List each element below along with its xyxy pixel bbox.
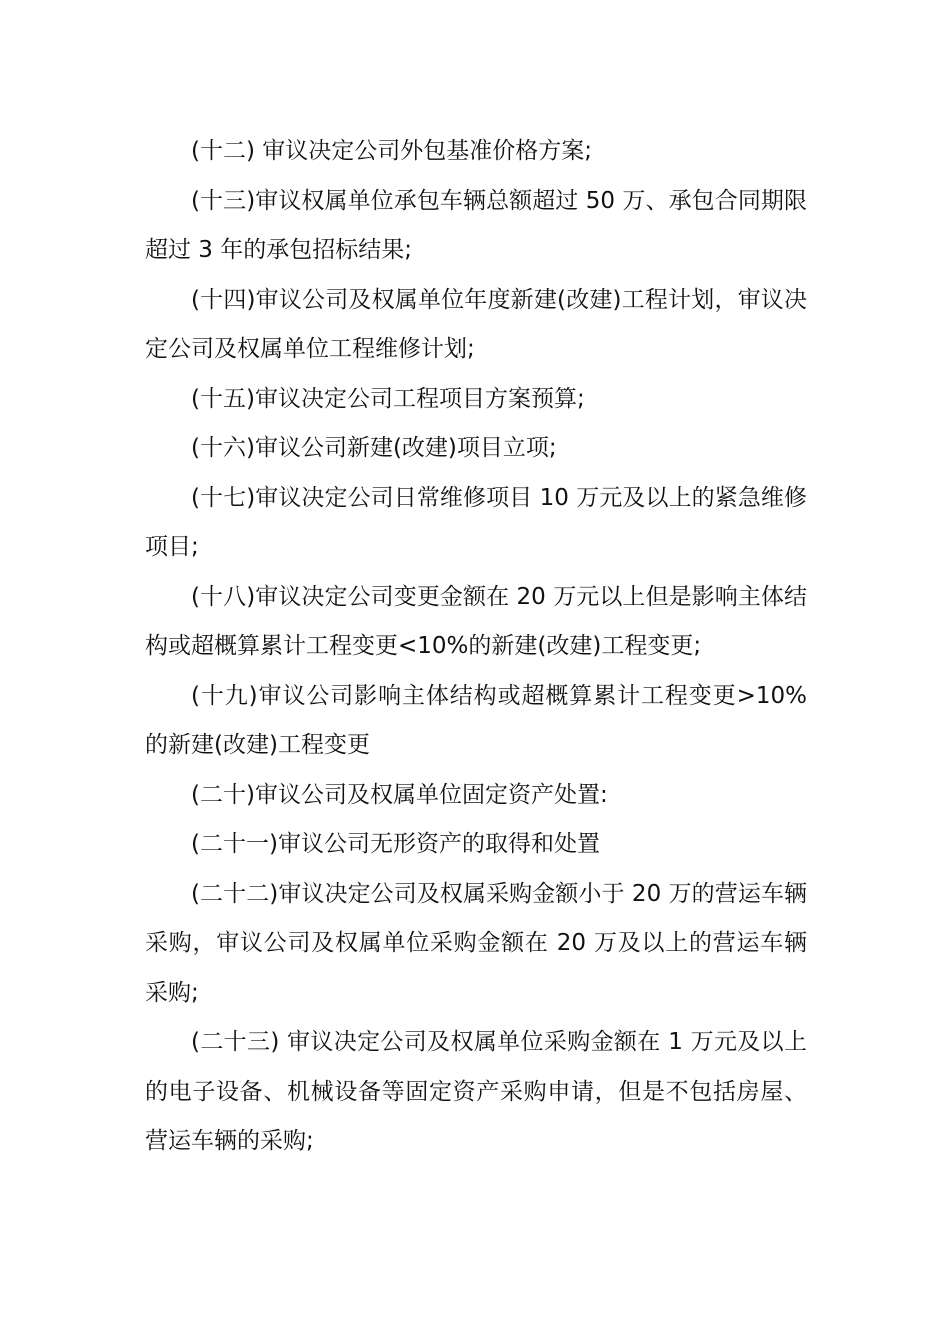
paragraph-item-19: (十九)审议公司影响主体结构或超概算累计工程变更>10%的新建(改建)工程变更 (145, 682, 807, 758)
paragraph-item-20: (二十)审议公司及权属单位固定资产处置: (191, 781, 608, 808)
paragraph-item-21: (二十一)审议公司无形资产的取得和处置 (191, 831, 600, 857)
paragraph-item-22: (二十二)审议决定公司及权属采购金额小于 20 万的营运车辆采购，审议公司及权属单位采购金额在 20 万及以上的营运车辆采购; (145, 880, 807, 1006)
paragraph-item-18: (十八)审议决定公司变更金额在 20 万元以上但是影响主体结构或超概算累计工程变更<10%的新建(改建)工程变更; (145, 583, 807, 659)
paragraph-item-17: (十七)审议决定公司日常维修项目 10 万元及以上的紧急维修项目; (145, 484, 807, 560)
paragraph-item-15: (十五)审议决定公司工程项目方案预算; (191, 385, 585, 412)
paragraph-item-13: (十三)审议权属单位承包车辆总额超过 50 万、承包合同期限超过 3 年的承包招标结果; (145, 187, 807, 263)
paragraph-item-23: (二十三) 审议决定公司及权属单位采购金额在 1 万元及以上的电子设备、机械设备等固定资产采购申请，但是不包括房屋、营运车辆的采购; (145, 1029, 807, 1154)
paragraph-item-12: (十二) 审议决定公司外包基准价格方案; (191, 138, 593, 164)
paragraph-item-16: (十六)审议公司新建(改建)项目立项; (191, 435, 557, 461)
paragraph-item-14: (十四)审议公司及权属单位年度新建(改建)工程计划，审议决定公司及权属单位工程维修计划; (145, 286, 807, 362)
document-body (145, 127, 807, 1167)
